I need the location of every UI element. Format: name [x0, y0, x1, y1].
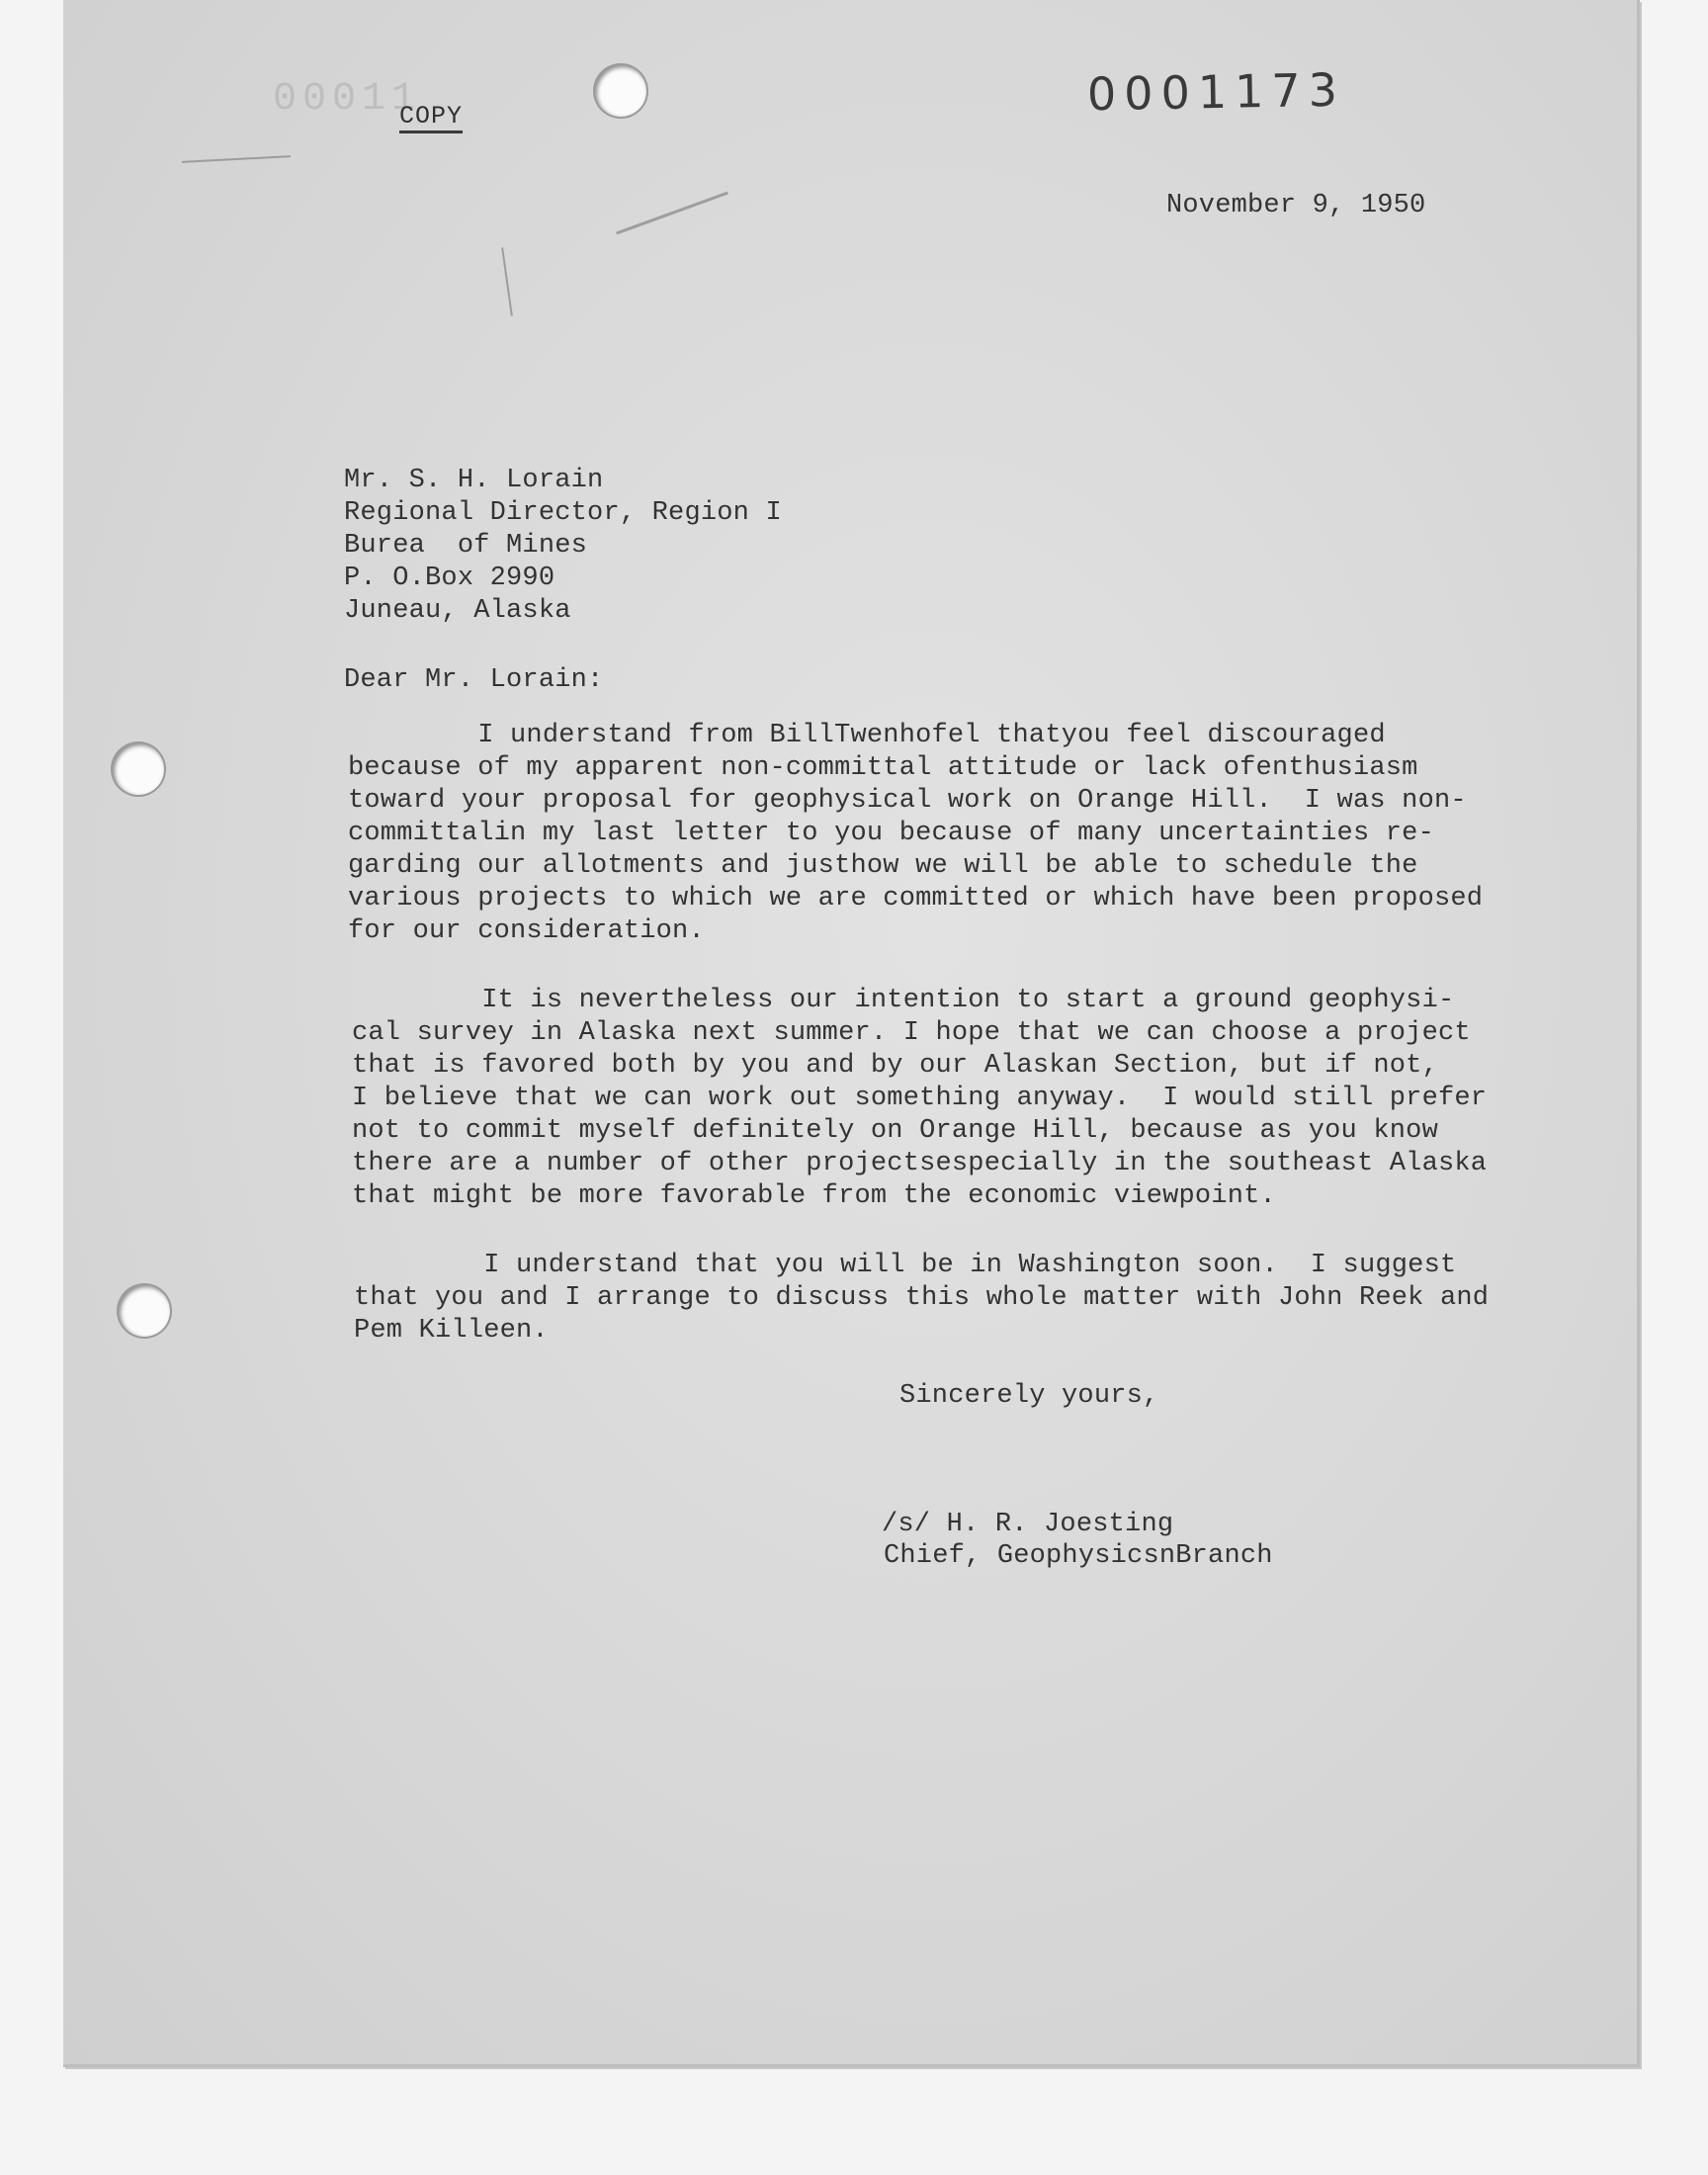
salutation: Dear Mr. Lorain: — [344, 665, 604, 695]
letter-page — [63, 0, 1640, 2067]
closing: Sincerely yours, — [899, 1381, 1159, 1411]
punch-hole-top — [595, 65, 646, 117]
address-line: Mr. S. H. Lorain — [344, 466, 604, 495]
stray-mark — [616, 192, 728, 235]
paragraph-line: cal survey in Alaska next summer. I hope that we can choose a project — [352, 1018, 1471, 1048]
stray-mark — [182, 155, 291, 163]
address-line: Burea of Mines — [344, 531, 588, 561]
paragraph-line: Pem Killeen. — [354, 1316, 549, 1346]
paragraph-line: because of my apparent non-committal attitude or lack ofenthusiasm — [348, 753, 1418, 783]
paragraph-line: I believe that we can work out something anyway. I would still prefer — [352, 1084, 1488, 1113]
paragraph-line: that might be more favorable from the economic viewpoint. — [352, 1181, 1276, 1211]
paragraph-line: I understand that you will be in Washington soon. I suggest — [354, 1251, 1457, 1280]
paragraph-line: there are a number of other projectsespecially in the southeast Alaska — [352, 1149, 1488, 1178]
letter-date: November 9, 1950 — [1166, 191, 1426, 220]
address-line: Regional Director, Region I — [344, 498, 782, 528]
paragraph-line: toward your proposal for geophysical work on Orange Hill. I was non- — [348, 786, 1467, 816]
paragraph-line: that is favored both by you and by our Alaskan Section, but if not, — [352, 1051, 1438, 1081]
body-paragraph-3 — [354, 1250, 1540, 1348]
stray-mark — [501, 247, 513, 316]
punch-hole-lower — [119, 1285, 170, 1337]
signature-title: Chief, GeophysicsnBranch — [884, 1541, 1273, 1571]
punch-hole-middle — [113, 743, 164, 795]
paragraph-line: committalin my last letter to you because of many uncertainties re- — [348, 819, 1434, 848]
body-paragraph-1 — [348, 720, 1534, 948]
paragraph-line: various projects to which we are committed or which have been proposed — [348, 884, 1484, 914]
paragraph-line: garding our allotments and justhow we will be able to schedule the — [348, 851, 1418, 881]
body-paragraph-2 — [352, 985, 1538, 1213]
paragraph-line: for our consideration. — [348, 916, 705, 946]
paragraph-line: that you and I arrange to discuss this whole matter with John Reek and — [354, 1283, 1490, 1313]
address-line: Juneau, Alaska — [344, 596, 571, 626]
address-block — [344, 465, 1530, 628]
signature-line: /s/ H. R. Joesting — [882, 1510, 1174, 1539]
copy-label: COPY — [399, 103, 463, 133]
paragraph-line: It is nevertheless our intention to start a ground geophysi- — [352, 986, 1455, 1015]
faint-stamp: 00011 — [273, 77, 422, 122]
address-line: P. O.Box 2990 — [344, 564, 555, 593]
paragraph-line: not to commit myself definitely on Orange Hill, because as you know — [352, 1116, 1438, 1146]
paragraph-line: I understand from BillTwenhofel thatyou feel discouraged — [348, 721, 1386, 750]
document-number-stamp: 0001173 — [1086, 62, 1346, 122]
